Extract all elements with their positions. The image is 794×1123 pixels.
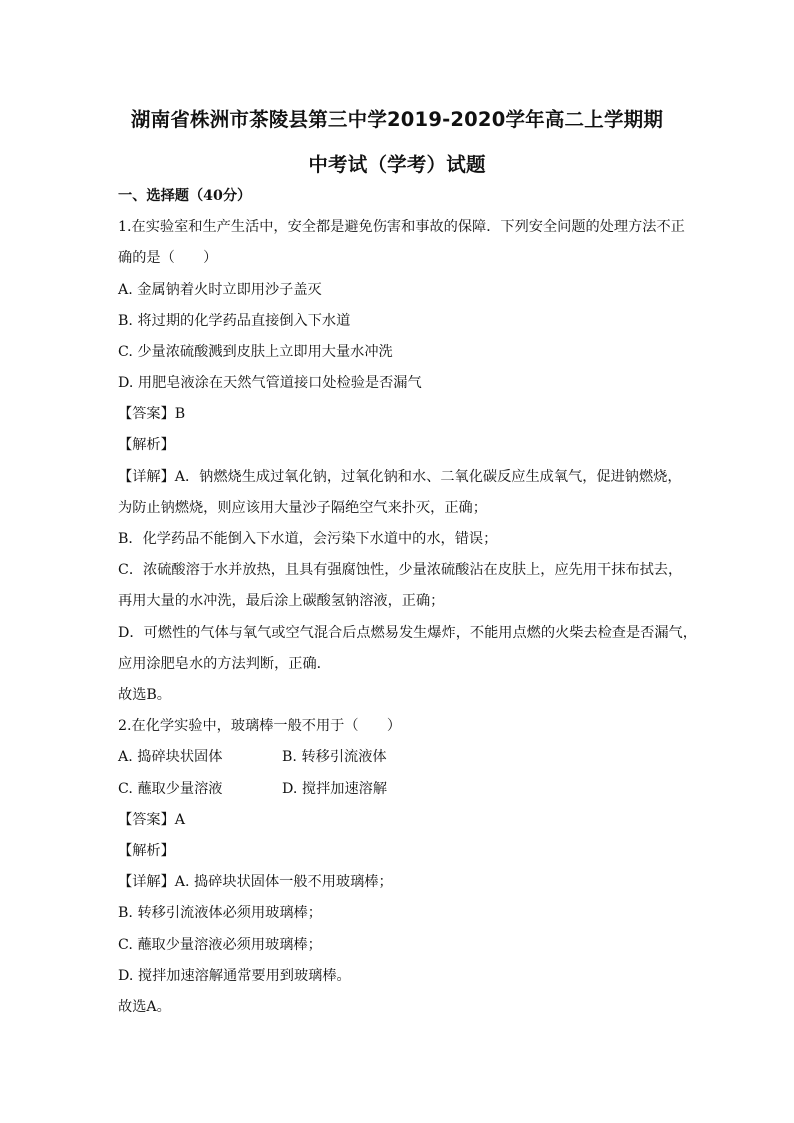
q1-option-d: D. 用肥皂液涂在天然气管道接口处检验是否漏气 [118, 375, 422, 391]
q2-stem: 2.在化学实验中，玻璃棒一般不用于（ ） [118, 718, 402, 734]
q2-detail-line-2: B. 转移引流液体必须用玻璃棒； [118, 905, 322, 921]
q1-option-b: B. 将过期的化学药品直接倒入下水道 [118, 313, 351, 329]
q1-conclusion: 故选B。 [118, 687, 171, 703]
q2-answer: 【答案】A [118, 812, 185, 828]
q2-detail-line-3: C. 蘸取少量溶液必须用玻璃棒； [118, 937, 322, 953]
q1-detail-line-3: B．化学药品不能倒入下水道，会污染下水道中的水，错误； [118, 531, 498, 547]
document-title-line-1: 湖南省株洲市茶陵县第三中学2019-2020学年高二上学期期 [130, 108, 664, 131]
document-title-line-2: 中考试（学考）试题 [308, 153, 486, 176]
q1-analysis-label: 【解析】 [118, 437, 175, 453]
q2-option-b: B. 转移引流液体 [282, 749, 387, 765]
q1-option-c: C. 少量浓硫酸溅到皮肤上立即用大量水冲洗 [118, 344, 393, 360]
q1-detail-line-2: 为防止钠燃烧，则应该用大量沙子隔绝空气来扑灭，正确； [118, 500, 487, 516]
section-heading: 一、选择题（40分） [118, 188, 252, 204]
q2-option-a: A. 捣碎块状固体 [118, 749, 223, 765]
q1-detail-line-1: 【详解】A．钠燃烧生成过氧化钠，过氧化钠和水、二氧化碳反应生成氧气，促进钠燃烧， [118, 469, 682, 485]
q1-detail-line-4: C．浓硫酸溶于水并放热，且具有强腐蚀性，少量浓硫酸沾在皮肤上，应先用干抹布拭去， [118, 562, 683, 578]
q1-stem-line-1: 1.在实验室和生产生活中，安全都是避免伤害和事故的保障．下列安全问题的处理方法不正 [118, 219, 685, 235]
q2-option-c: C. 蘸取少量溶液 [118, 781, 223, 797]
q2-detail-line-4: D. 搅拌加速溶解通常要用到玻璃棒。 [118, 968, 351, 984]
q2-detail-line-1: 【详解】A. 捣碎块状固体一般不用玻璃棒； [118, 874, 393, 890]
q1-detail-line-6: D．可燃性的气体与氧气或空气混合后点燃易发生爆炸，不能用点燃的火柴去检查是否漏气， [118, 625, 697, 641]
q2-conclusion: 故选A。 [118, 999, 171, 1015]
q1-stem-line-2: 确的是（ ） [118, 250, 218, 266]
q1-detail-line-5: 再用大量的水冲洗，最后涂上碳酸氢钠溶液，正确； [118, 593, 445, 609]
q2-analysis-label: 【解析】 [118, 843, 175, 859]
q1-option-a: A. 金属钠着火时立即用沙子盖灭 [118, 282, 322, 298]
q1-answer: 【答案】B [118, 406, 186, 422]
q1-detail-line-7: 应用涂肥皂水的方法判断，正确． [118, 656, 331, 672]
q2-option-d: D. 搅拌加速溶解 [282, 781, 388, 797]
